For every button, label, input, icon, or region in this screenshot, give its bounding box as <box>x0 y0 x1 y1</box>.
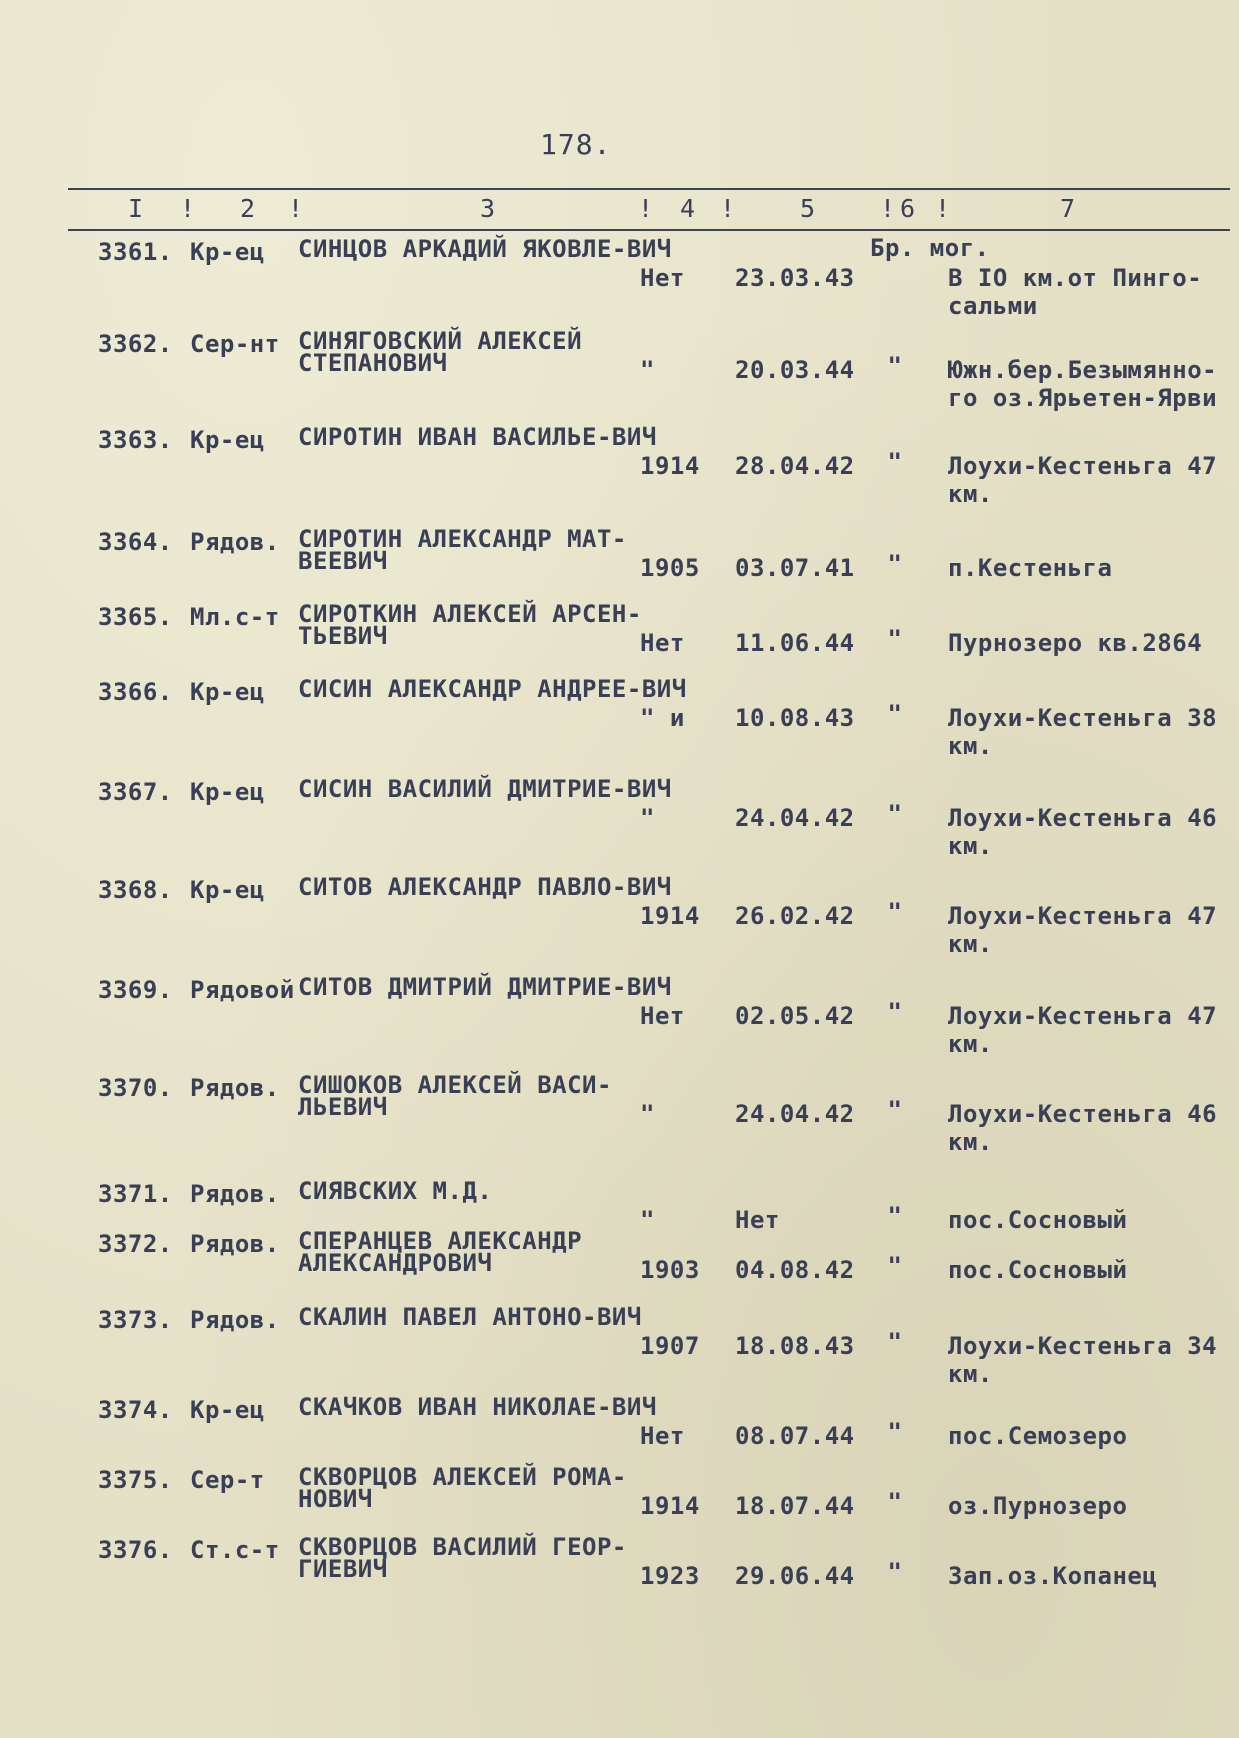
record-birth-year: Нет <box>640 1002 685 1030</box>
record-name: СИТОВ ДМИТРИЙ ДМИТРИЕ-ВИЧ <box>298 973 672 1001</box>
record-rank: Кр-ец <box>190 876 265 904</box>
record-death-date: 03.07.41 <box>735 554 855 582</box>
record-number: 3372. <box>98 1230 173 1258</box>
record-number: 3366. <box>98 678 173 706</box>
header-top-rule <box>68 188 1230 190</box>
record-rank: Кр-ец <box>190 238 265 266</box>
record-name: СИШОКОВ АЛЕКСЕЙ ВАСИ-ЛЬЕВИЧ <box>298 1071 612 1121</box>
record-burial-place: Лоухи-Кестеньга 46 км. <box>948 804 1218 860</box>
record-burial-place: п.Кестеньга <box>948 554 1113 582</box>
record-name: СИРОТИН АЛЕКСАНДР МАТ-ВЕЕВИЧ <box>298 525 627 575</box>
record-death-date: 24.04.42 <box>735 1100 855 1128</box>
record-burial-place: Лоухи-Кестеньга 47 км. <box>948 452 1218 508</box>
record-name: СКВОРЦОВ АЛЕКСЕЙ РОМА-НОВИЧ <box>298 1463 627 1513</box>
record-rank: Рядов. <box>190 1230 280 1258</box>
column-separator: ! <box>720 194 736 223</box>
record-rank: Кр-ец <box>190 678 265 706</box>
column-separator: ! <box>880 194 896 223</box>
record-burial-place: оз.Пурнозеро <box>948 1492 1128 1520</box>
record-birth-year: " <box>640 356 655 384</box>
record-number: 3376. <box>98 1536 173 1564</box>
column-header-2: 2 <box>240 194 256 223</box>
column-header-4: 4 <box>680 194 696 223</box>
record-birth-year: " и <box>640 704 685 732</box>
record-birth-year: " <box>640 804 655 832</box>
record-rank: Рядов. <box>190 1074 280 1102</box>
record-birth-year: Нет <box>640 629 685 657</box>
record-burial-type: " <box>887 700 903 728</box>
record-number: 3363. <box>98 426 173 454</box>
record-rank: Сер-т <box>190 1466 265 1494</box>
record-burial-type: " <box>887 625 903 653</box>
record-burial-type: " <box>887 550 903 578</box>
record-burial-type: " <box>887 1202 903 1230</box>
record-death-date: 11.06.44 <box>735 629 855 657</box>
record-burial-type: " <box>887 1558 903 1586</box>
record-burial-type: " <box>887 800 903 828</box>
record-burial-place: Лоухи-Кестеньга 47 км. <box>948 1002 1218 1058</box>
record-death-date: Нет <box>735 1206 780 1234</box>
record-death-date: 20.03.44 <box>735 356 855 384</box>
record-rank: Рядов. <box>190 528 280 556</box>
record-name: СКВОРЦОВ ВАСИЛИЙ ГЕОР-ГИЕВИЧ <box>298 1533 627 1583</box>
record-burial-place: Пурнозеро кв.2864 <box>948 629 1203 657</box>
record-name: СКАЛИН ПАВЕЛ АНТОНО-ВИЧ <box>298 1303 642 1331</box>
record-burial-type: " <box>887 1328 903 1356</box>
record-birth-year: 1914 <box>640 902 700 930</box>
record-number: 3364. <box>98 528 173 556</box>
record-number: 3374. <box>98 1396 173 1424</box>
header-bottom-rule <box>68 229 1230 231</box>
record-burial-type: " <box>887 1096 903 1124</box>
column-header-5: 5 <box>800 194 816 223</box>
column-header-3: 3 <box>480 194 496 223</box>
record-birth-year: " <box>640 1206 655 1234</box>
record-number: 3371. <box>98 1180 173 1208</box>
record-death-date: 02.05.42 <box>735 1002 855 1030</box>
record-number: 3373. <box>98 1306 173 1334</box>
record-birth-year: 1914 <box>640 1492 700 1520</box>
record-name: СИНЯГОВСКИЙ АЛЕКСЕЙ СТЕПАНОВИЧ <box>298 327 583 377</box>
record-death-date: 10.08.43 <box>735 704 855 732</box>
page-number: 178. <box>540 128 612 161</box>
record-burial-type: " <box>887 352 903 380</box>
record-death-date: 23.03.43 <box>735 264 855 292</box>
record-name: СИРОТКИН АЛЕКСЕЙ АРСЕН-ТЬЕВИЧ <box>298 600 642 650</box>
record-name: СИЯВСКИХ М.Д. <box>298 1177 493 1205</box>
record-rank: Рядовой <box>190 976 295 1004</box>
record-birth-year: Нет <box>640 1422 685 1450</box>
column-header-6: 6 <box>900 194 916 223</box>
record-number: 3375. <box>98 1466 173 1494</box>
record-birth-year: 1905 <box>640 554 700 582</box>
record-rank: Мл.с-т <box>190 603 280 631</box>
record-number: 3368. <box>98 876 173 904</box>
record-rank: Рядов. <box>190 1306 280 1334</box>
record-name: СИРОТИН ИВАН ВАСИЛЬЕ-ВИЧ <box>298 423 657 451</box>
record-burial-place: пос.Семозеро <box>948 1422 1128 1450</box>
record-name: СИТОВ АЛЕКСАНДР ПАВЛО-ВИЧ <box>298 873 672 901</box>
record-name: СПЕРАНЦЕВ АЛЕКСАНДР АЛЕКСАНДРОВИЧ <box>298 1227 583 1277</box>
record-death-date: 29.06.44 <box>735 1562 855 1590</box>
record-burial-place: Зап.оз.Копанец <box>948 1562 1158 1590</box>
record-burial-type: " <box>887 1488 903 1516</box>
column-separator: ! <box>638 194 654 223</box>
record-burial-type: " <box>887 998 903 1026</box>
record-rank: Ст.с-т <box>190 1536 280 1564</box>
record-burial-place: Южн.бер.Безымянно-го оз.Ярьетен-Ярви <box>948 356 1218 412</box>
record-burial-place: Лоухи-Кестеньга 38 км. <box>948 704 1218 760</box>
record-birth-year: Нет <box>640 264 685 292</box>
record-name: СИСИН АЛЕКСАНДР АНДРЕЕ-ВИЧ <box>298 675 687 703</box>
column-separator: ! <box>180 194 196 223</box>
record-death-date: 18.08.43 <box>735 1332 855 1360</box>
record-birth-year: 1907 <box>640 1332 700 1360</box>
record-burial-place: Лоухи-Кестеньга 47 км. <box>948 902 1218 958</box>
record-birth-year: 1923 <box>640 1562 700 1590</box>
record-burial-place: В IO км.от Пинго-сальми <box>948 264 1203 320</box>
record-rank: Рядов. <box>190 1180 280 1208</box>
record-burial-type: " <box>887 898 903 926</box>
record-number: 3369. <box>98 976 173 1004</box>
record-death-date: 08.07.44 <box>735 1422 855 1450</box>
record-number: 3367. <box>98 778 173 806</box>
record-death-date: 26.02.42 <box>735 902 855 930</box>
record-birth-year: " <box>640 1100 655 1128</box>
record-number: 3365. <box>98 603 173 631</box>
record-death-date: 24.04.42 <box>735 804 855 832</box>
record-birth-year: 1914 <box>640 452 700 480</box>
record-burial-type: " <box>887 1252 903 1280</box>
record-rank: Сер-нт <box>190 330 280 358</box>
record-rank: Кр-ец <box>190 426 265 454</box>
column-separator: ! <box>288 194 304 223</box>
record-rank: Кр-ец <box>190 778 265 806</box>
column-separator: ! <box>935 194 951 223</box>
record-burial-type: " <box>887 1418 903 1446</box>
record-burial-type: Бр. мог. <box>870 234 990 262</box>
record-number: 3370. <box>98 1074 173 1102</box>
record-burial-place: Лоухи-Кестеньга 46 км. <box>948 1100 1218 1156</box>
column-header-7: 7 <box>1060 194 1076 223</box>
record-birth-year: 1903 <box>640 1256 700 1284</box>
column-header-1: I <box>128 194 144 223</box>
record-number: 3361. <box>98 238 173 266</box>
record-rank: Кр-ец <box>190 1396 265 1424</box>
record-name: СИСИН ВАСИЛИЙ ДМИТРИЕ-ВИЧ <box>298 775 672 803</box>
record-death-date: 28.04.42 <box>735 452 855 480</box>
record-burial-place: пос.Сосновый <box>948 1206 1128 1234</box>
record-name: СКАЧКОВ ИВАН НИКОЛАЕ-ВИЧ <box>298 1393 657 1421</box>
record-burial-type: " <box>887 448 903 476</box>
record-name: СИНЦОВ АРКАДИЙ ЯКОВЛЕ-ВИЧ <box>298 235 672 263</box>
record-death-date: 04.08.42 <box>735 1256 855 1284</box>
record-burial-place: пос.Сосновый <box>948 1256 1128 1284</box>
record-burial-place: Лоухи-Кестеньга 34 км. <box>948 1332 1218 1388</box>
record-number: 3362. <box>98 330 173 358</box>
record-death-date: 18.07.44 <box>735 1492 855 1520</box>
